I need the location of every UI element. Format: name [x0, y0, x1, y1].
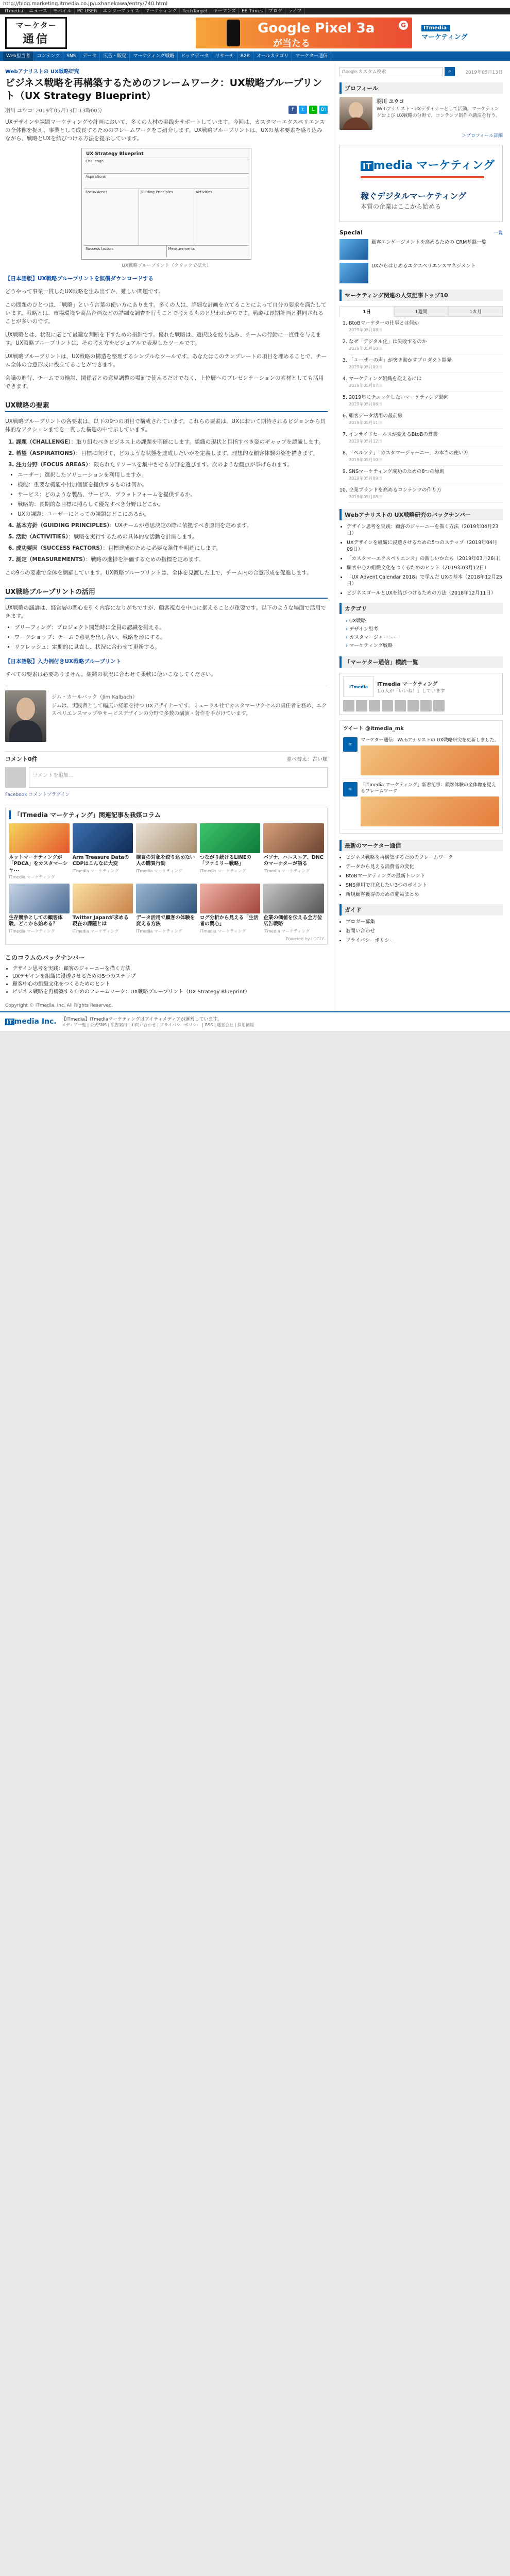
hatena-share-icon[interactable]: B!	[319, 106, 328, 114]
backnumber-item[interactable]: • デザイン思考を実践：顧客のジャーニーを描く方法	[12, 965, 328, 973]
section-heading-usage: UX戦略ブループリントの活用	[5, 586, 328, 599]
related-thumbnail	[136, 884, 197, 913]
element-item	[8, 449, 328, 457]
element-title: 5. 活動（ACTIVITIES）	[8, 534, 69, 540]
element-desc: ：取り組むべきビジネス上の課題を明確にします。組織の現状と目指すべき姿のギャップを認識します。	[71, 439, 324, 445]
ranking-item-title: 10. 企業ブランドを高めるコンテンツの作り方	[349, 487, 442, 493]
special-item[interactable]	[339, 263, 503, 283]
related-card-title: ネットマーケティングが「PDCA」をカスタマーシャ...	[9, 855, 68, 873]
ad-title: 稼ぐデジタルマーケティング	[361, 191, 467, 201]
sidebar-date: 2019年05月13日	[465, 70, 503, 75]
ribbon-link[interactable]: EE Times	[239, 8, 266, 14]
site-logo[interactable]	[5, 17, 67, 49]
itmedia-brand[interactable]	[421, 22, 478, 44]
nav-item[interactable]: コンテンツ	[34, 52, 64, 61]
page-body	[0, 61, 510, 1011]
related-card[interactable]	[9, 884, 70, 935]
ranking-item-date: 2019年05月08日	[349, 328, 382, 332]
guide-heading	[339, 904, 503, 916]
footer-links[interactable]: メディア一覧 | 公式SNS | 広告案内 | お問い合わせ | プライバシーポリシー | RSS | 運営会社 | 採用情報	[61, 1023, 254, 1027]
backnumber-heading-label: Webアナリストの UX戦略研究のバックナンバー	[345, 512, 471, 518]
ranking-item-title: 3. 「ユーザーの声」が突き動かすプロダクト開発	[349, 358, 452, 363]
fb-like-count: 1万人が「いいね！」しています	[377, 689, 445, 694]
related-card-title: Arm Treasure DataのCDPはこんなに大変	[72, 855, 129, 867]
logo-line1: マーケター	[15, 20, 57, 30]
sidebar-backnumber-item[interactable]: • UXデザインを組織に浸透させるための5つのステップ（2019年04月09日）	[347, 539, 503, 553]
main-nav	[0, 52, 510, 61]
related-grid	[9, 823, 324, 935]
footer-text: 【ITmedia】ITmediaマーケティングはアイティメディアが運営しています。	[61, 1017, 222, 1022]
related-card[interactable]	[200, 823, 261, 880]
element-subitem: • ユーザー：選択したソリューションを利用しますか。	[18, 471, 328, 479]
comment-input-row	[5, 767, 328, 788]
nav-item[interactable]: B2B	[237, 52, 253, 61]
latest-item[interactable]: • SNS運用で注意したい3つのポイント	[346, 882, 503, 889]
special-heading	[339, 229, 503, 236]
article-date: 2019年05月13日 13時00分	[36, 108, 103, 114]
ribbon-link[interactable]: ITmedia	[2, 8, 26, 14]
backnumber-item[interactable]: • ビジネス戦略を再構築するためのフレームワーク：UX戦略ブループリント（UX Strategy Blueprint）	[12, 988, 328, 996]
article-title: ビジネス戦略を再構築するためのフレームワーク：UX戦略ブループリント（UX Strategy Blueprint）	[5, 77, 322, 101]
search-input[interactable]	[339, 67, 443, 76]
sidebar-backnumber-item[interactable]: • 「カスタマーエクスペリエンス」の新しいかたち（2019年03月26日）	[347, 555, 503, 562]
tweet-avatar: IT	[343, 782, 358, 796]
latest-heading-label: 最新のマーケター通信	[345, 842, 401, 849]
blueprint-cell: Activities	[196, 190, 212, 194]
download-link-example[interactable]: 【日本語版】入力例付きUX戦略ブループリント	[5, 658, 122, 665]
latest-item[interactable]: • データから見える消費者の変化	[346, 863, 503, 870]
facebook-share-icon[interactable]: f	[288, 106, 297, 114]
avatar	[5, 767, 26, 788]
profile-photo	[339, 97, 372, 130]
facebook-heading	[339, 656, 503, 668]
related-card-title: Twitter Japanが求める現在の課題とは	[72, 915, 129, 927]
ranking-tabs	[339, 306, 503, 317]
ribbon-link[interactable]: モバイル	[50, 8, 75, 14]
related-articles	[5, 807, 328, 945]
column-section[interactable]	[5, 67, 328, 75]
element-subitem: • サービス：どのような製品、サービス、プラットフォームを提供するか。	[18, 490, 328, 499]
ribbon-link[interactable]: キーマンズ	[210, 8, 239, 14]
ranking-item[interactable]	[349, 431, 503, 447]
nav-item[interactable]: ビッグデータ	[178, 52, 212, 61]
related-card[interactable]	[9, 823, 70, 880]
ribbon-link[interactable]: PC USER	[75, 8, 100, 14]
download-link[interactable]: 【日本語版】UX戦略ブループリントを無償ダウンロードする	[5, 276, 154, 282]
blueprint-cell: Focus Areas	[84, 189, 139, 245]
ranking-item[interactable]	[349, 450, 503, 466]
element-subitem: • 戦略的：長期的な目標に照らして優先すべき分野はどこか。	[18, 500, 328, 509]
nav-item[interactable]: マーケター通信	[292, 52, 331, 61]
comment-section	[5, 751, 328, 798]
facebook-heading-label: 「マーケター通信」横読一覧	[345, 659, 418, 666]
tweet-text: マーケター通信：Webアナリストの UX戦略研究を更新しました。	[361, 738, 499, 743]
twitter-heading[interactable]: ツイート @itmedia_mk	[343, 724, 499, 734]
tweet[interactable]	[343, 737, 499, 779]
ranking-item-title: 7. インサイドセールスが変えるBtoBの営業	[349, 432, 438, 437]
related-card-title: パソナ、ハニスエア、DNC のマーケターが語る	[263, 855, 324, 867]
ranking-item-date: 2019年05月09日	[349, 365, 382, 369]
paragraph: UX戦略ブループリントの各要素は、以下の9つの項目で構成されています。これらの要素は、UXにおいて期待されるビジョンから具体的なアクションまでを一貫した構造の中で示しています。	[5, 418, 326, 433]
google-icon: G	[399, 21, 408, 30]
footer-logo[interactable]: IT media Inc.	[5, 1018, 57, 1026]
author-bio: ジムは、実践者として幅広い経験を持つ UXデザイナーです。ミューラル社でカスタマーサクセスの責任者を務め、エクスペリエンスマップやサービスデザインの分野で多数の講演・著作を手がけています。	[52, 703, 327, 717]
related-card[interactable]	[263, 823, 324, 880]
article-column	[5, 64, 335, 1011]
related-card[interactable]	[73, 884, 133, 935]
category-item[interactable]: › デザイン思考	[346, 625, 503, 634]
ranking-item[interactable]	[349, 320, 503, 336]
element-desc: ：目標達成のために必要な条件を明確にします。	[103, 545, 222, 551]
latest-list	[346, 854, 503, 898]
comment-header	[5, 755, 328, 763]
sidebar-backnumber-item[interactable]: • ビジネスゴールとUXを結びつけるための方法（2018年12月11日）	[347, 590, 503, 597]
related-card-source: ITmedia マーケティング	[263, 929, 310, 934]
special-item[interactable]	[339, 239, 503, 260]
tweet-image	[361, 796, 499, 826]
phone-image	[227, 20, 240, 46]
ribbon-link[interactable]: エンタープライズ	[100, 8, 143, 14]
brand-tag: ITmedia	[421, 25, 450, 31]
blueprint-row-bottom	[84, 246, 249, 257]
powered-by[interactable]: Powered by LOGLY	[286, 937, 324, 941]
paragraph: UX戦略ブループリントは、UX戦略の構造を整理するシンプルなツールです。あなたはこのテンプレートの項目を埋めることで、チーム全体の合意形成に役立てることができます。	[5, 353, 327, 368]
related-title: 「ITmedia マーケティング」関連記事＆我媒コラム	[9, 810, 324, 819]
nav-item[interactable]: マーケティング戦略	[130, 52, 178, 61]
nav-item[interactable]: SNS	[63, 52, 79, 61]
category-item[interactable]: › マーケティング戦略	[346, 642, 503, 650]
related-card-title: データ活用で顧客の体験を変える方法	[136, 915, 195, 927]
profile-heading	[339, 82, 503, 94]
blueprint-cell: Aspirations	[86, 175, 106, 179]
nav-item[interactable]: データ	[79, 52, 100, 61]
blueprint-cell: Guiding Principles	[139, 189, 194, 245]
element-desc: ：UXチームが意思決定の際に依拠すべき原則を定めます。	[109, 522, 252, 529]
site-header	[0, 14, 510, 52]
line-share-icon[interactable]: L	[309, 106, 317, 114]
profile-detail-link[interactable]: ＞プロフィール詳細	[461, 133, 503, 139]
paragraph: すべての要素は必要ありません。組織の状況に合わせて柔軟に使いこなしてください。	[5, 671, 216, 677]
ranking-item-title: 2. なぜ「デジタル化」は失敗するのか	[349, 339, 427, 345]
related-card-title: 生存競争としての顧客体験、どこから始める？	[9, 915, 63, 927]
ranking-item-title: 1. BtoBマーケターの仕事とは何か	[349, 320, 419, 326]
facebook-plugin-label[interactable]: Facebook コメントプラグイン	[5, 792, 70, 798]
latest-heading	[339, 840, 503, 851]
related-thumbnail	[73, 884, 133, 913]
ranking-item-date: 2019年05月07日	[349, 383, 382, 388]
byline	[5, 106, 328, 114]
nav-item[interactable]: Web担当者	[3, 52, 34, 61]
fb-friend-faces	[343, 700, 499, 711]
ad-subtitle: 本質の企業はここから始める	[361, 203, 441, 210]
ranking-item-title: 5. 2019年にチェックしたいマーケティング動向	[349, 395, 449, 400]
blueprint-cell: Measurements	[168, 247, 195, 251]
special-thumbnail	[339, 239, 368, 260]
tweet-avatar: IT	[343, 737, 358, 752]
ranking-heading-label: マーケティング関連の人気記事トップ10	[345, 292, 448, 299]
share-buttons	[288, 106, 328, 114]
figure-caption: UX戦略ブループリント（クリックで拡大）	[122, 263, 211, 268]
category-heading	[339, 603, 503, 614]
related-thumbnail	[200, 823, 261, 853]
tweet-text: 「ITmedia マーケティング」新着記事：顧客体験の全体像を捉えるフレームワーク	[361, 783, 496, 794]
paragraph: この問題のひとつは、「戦略」という言葉の使い方にあります。多くの人は、詳細な計画を立てることによって自分の要求を満たしています。戦略とは、市場環境や商品企画などの詳細な調査を行うことで考えるものと思われがちです。戦略は長期計画と混同されることが多いのです。	[5, 302, 327, 325]
blueprint-figure[interactable]	[81, 148, 251, 260]
tweet-body	[361, 782, 499, 826]
special-text: 顧客エンゲージメントを高めるための CRM基盤一覧	[371, 240, 487, 245]
tweet[interactable]	[343, 782, 499, 830]
paragraph: この9つの要素で全体を網羅しています。UX戦略ブループリントは、全体を見渡した上で、チーム内の合意形成を促進します。	[5, 570, 312, 576]
related-card[interactable]	[73, 823, 133, 880]
paragraph: どうやって事業一貫したUX戦略を生み出すか、難しい問題です。	[5, 289, 164, 295]
logo-line2: 通信	[22, 32, 49, 46]
itmedia-logo-icon: ITmedia	[343, 676, 374, 697]
guide-list	[346, 919, 503, 944]
blueprint-row-main	[84, 189, 249, 246]
element-subitem: • 機能：重要な機能や付加価値を提供するものは何か。	[18, 481, 328, 489]
related-card-source: ITmedia マーケティング	[72, 869, 119, 873]
related-card[interactable]	[200, 884, 261, 935]
element-item	[8, 521, 328, 530]
category-item[interactable]: › UX戦略	[346, 617, 503, 625]
ribbon-link[interactable]: ブログ	[266, 8, 285, 14]
blueprint-row-aspirations	[84, 174, 249, 189]
usage-item: • ワークショップ：チームで意見を出し合い、戦略を形にする。	[14, 633, 328, 641]
element-desc: ：戦略の進捗を評価するための指標を定めます。	[85, 556, 205, 563]
related-card-source: ITmedia マーケティング	[9, 875, 55, 879]
guide-item[interactable]: • プライバシーポリシー	[346, 937, 503, 944]
related-card-source: ITmedia マーケティング	[72, 929, 119, 934]
ranking-item[interactable]	[349, 487, 503, 503]
category-heading-label: カテゴリ	[345, 605, 367, 612]
ranking-item-date: 2019年05月06日	[349, 402, 382, 406]
related-card-title: 購買の対象を絞り込めない人の購買行動	[136, 855, 195, 867]
site-footer	[0, 1011, 510, 1031]
special-thumbnail	[339, 263, 368, 283]
top-ribbon	[0, 8, 510, 14]
related-card-source: ITmedia マーケティング	[199, 929, 246, 934]
elements-list	[8, 438, 328, 564]
related-card-title: ログ分析から見える「生活者の関心」	[199, 915, 259, 927]
search-icon[interactable]: ⌕	[445, 67, 455, 76]
ranking-tab[interactable]: 1週間	[394, 306, 449, 317]
usage-list	[14, 623, 328, 651]
ad-logo: IT media マーケティング	[361, 157, 495, 173]
twitter-share-icon[interactable]: t	[299, 106, 307, 114]
guide-item[interactable]: • お問い合わせ	[346, 928, 503, 935]
element-item	[8, 461, 328, 518]
element-desc: ：目標に向けて、どのような状態を達成したいかを定義します。理想的な顧客体験の姿を描きます。	[75, 450, 318, 456]
element-title: 2. 希望（ASPIRATIONS）	[8, 450, 76, 456]
comment-count: コメント0件	[5, 756, 38, 762]
sidebar-backnumber-list	[347, 523, 503, 597]
sidebar-ad[interactable]	[339, 145, 503, 222]
profile-card	[339, 97, 503, 130]
usage-item: • ブリーフィング：プロジェクト開始時に全員の認識を揃える。	[14, 623, 328, 632]
element-desc: ：戦略を実行するための具体的な活動を計画します。	[68, 534, 198, 540]
category-list	[346, 617, 503, 650]
latest-item[interactable]: • BtoBマーケティングの最新トレンド	[346, 873, 503, 879]
article-lead: UXデザインや課題マーケティングや計画において、多くの人材の実践をサポートしています。今回は、カスタマーエクスペリエンスの全体像を捉え、事業として成長するためのフレームワークをご紹介します。UX戦略ブループリントは、UXの基本要素を盛り込みながら、戦略とUXを結びつける方法を提示しています。	[5, 119, 325, 142]
paragraph: UX戦略とは、状況に応じて最適な判断を下すための指針です。優れた戦略は、選択肢を絞り込み、チームの行動に一貫性を与えます。UX戦略ブループリントは、その考え方をビジュアルで表現したツールです。	[5, 332, 321, 346]
ranking-item[interactable]	[349, 376, 503, 392]
ranking-item-title: 9. SNSマーケティング成功のための8つの原則	[349, 469, 445, 474]
special-more-link[interactable]: 一覧	[493, 231, 503, 236]
sidebar	[335, 64, 503, 1011]
sidebar-backnumber-item[interactable]: • 「UX Advent Calendar 2018」で学んだ UXの基本（2018年12月25日）	[347, 574, 503, 587]
blueprint-cell: Success factors	[84, 246, 167, 257]
ranking-tab[interactable]: 1カ月	[448, 306, 503, 317]
related-card-title: 企業の価値を伝える全方位広告戦略	[263, 915, 322, 927]
profile-heading-label: プロフィール	[345, 85, 378, 92]
element-item	[8, 533, 328, 541]
facebook-like-box	[339, 673, 503, 715]
backnumber-item[interactable]: • UXデザインを組織に浸透させるための5つのステップ	[12, 973, 328, 980]
paragraph: UX戦略の議論は、経営層の関心を引く内容になりがちですが、顧客視点を中心に据えることが重要です。以下のような場面で活用できます。	[5, 605, 326, 619]
guide-heading-label: ガイド	[345, 907, 362, 913]
tweet-body	[361, 737, 499, 775]
sidebar-backnumber-item[interactable]: • 顧客中心の組織文化をつくるためのヒント（2019年03月12日）	[347, 565, 503, 571]
usage-item: • リフレッシュ：定期的に見直し、状況に合わせて更新する。	[14, 643, 328, 651]
author-photo	[5, 690, 46, 742]
ranking-item-date: 2019年05月09日	[349, 476, 382, 481]
ranking-item-title: 4. マーケティング組織を変えるには	[349, 376, 422, 382]
backnumber-heading	[339, 509, 503, 520]
element-title: 4. 基本方針（GUIDING PRINCIPLES）	[8, 522, 110, 529]
ranking-item-title: 8. 「ペルソナ」「カスタマージャーニー」の本当の使い方	[349, 450, 469, 456]
ranking-item[interactable]	[349, 394, 503, 410]
ranking-item-date: 2019年05月08日	[349, 495, 382, 499]
author-name[interactable]: 羽川 ユウコ	[5, 108, 33, 114]
backnumber-item[interactable]: • 顧客中心の組織文化をつくるためのヒント	[12, 980, 328, 988]
address-bar[interactable]: http://blog.marketing.itmedia.co.jp/uxhanekawa/entry/740.html	[0, 0, 510, 8]
related-card-source: ITmedia マーケティング	[9, 929, 55, 934]
blueprint-row-challenge	[84, 158, 249, 174]
guide-item[interactable]: • ブロガー募集	[346, 919, 503, 925]
related-card[interactable]	[136, 823, 197, 880]
related-card-source: ITmedia マーケティング	[199, 869, 246, 873]
element-subitem: • UXの課題：ユーザーにとっての課題はどこにあるか。	[18, 510, 328, 518]
ranking-item-title: 6. 顧客データ活用の最前線	[349, 413, 403, 419]
related-thumbnail	[136, 823, 197, 853]
element-title: 1. 課題（CHALLENGE）	[8, 439, 71, 445]
special-heading-label: Special	[339, 229, 363, 236]
blueprint-cell: Challenge	[86, 159, 104, 163]
ribbon-link[interactable]: ライフ	[285, 8, 304, 14]
related-thumbnail	[263, 884, 324, 913]
author-credit: ジム・カールバック（Jim Kalbach）	[52, 694, 138, 700]
latest-item[interactable]: • ビジネス戦略を再構築するためのフレームワーク	[346, 854, 503, 861]
ranking-heading	[339, 290, 503, 301]
column-backnumber	[5, 953, 328, 996]
category-item[interactable]: › カスタマージャーニー	[346, 634, 503, 642]
special-list	[339, 239, 503, 283]
ranking-tab[interactable]: 1日	[339, 306, 394, 317]
related-card[interactable]	[263, 884, 324, 935]
ranking-item-date: 2019年05月10日	[349, 346, 382, 351]
nav-item[interactable]: リサーチ	[212, 52, 237, 61]
twitter-timeline	[339, 720, 503, 834]
ranking-item-date: 2019年05月11日	[349, 420, 382, 425]
related-thumbnail	[200, 884, 261, 913]
related-card[interactable]	[136, 884, 197, 935]
paragraph: 会議の進行、チームでの検討、関係者との意見調整の場面で使えるだけでなく、上位層へのプレゼンテーションの素材としても活用できます。	[5, 375, 324, 389]
backnumber-title: このコラムのバックナンバー	[5, 954, 85, 961]
nav-item[interactable]: オールカテゴリ	[253, 52, 292, 61]
ranking-item-date: 2019年05月12日	[349, 439, 382, 444]
related-card-source: ITmedia マーケティング	[136, 929, 182, 934]
element-title: 6. 成功要因（SUCCESS FACTORS）	[8, 545, 103, 551]
profile-bio: Webアナリスト・UXデザイナーとして活動。マーケティングおよび UX戦略の分野で、コンテンツ制作や講演を行う。	[377, 107, 500, 118]
related-thumbnail	[9, 823, 70, 853]
related-card-title: つながり続けるLINEの「ファミリー戦略」	[199, 855, 251, 867]
related-thumbnail	[73, 823, 133, 853]
search-box	[339, 67, 503, 76]
brand-name: マーケティング	[421, 33, 468, 41]
author-box	[5, 686, 328, 742]
element-item	[8, 544, 328, 552]
ranking-item[interactable]	[349, 468, 503, 484]
related-card-source: ITmedia マーケティング	[263, 869, 310, 873]
banner-ad-title: Google Pixel 3a	[258, 20, 375, 36]
fb-page-name[interactable]: ITmedia マーケティング	[377, 682, 438, 687]
section-name: Webアナリストの UX戦略研究	[5, 69, 79, 75]
blueprint-title: UX Strategy Blueprint	[84, 150, 249, 158]
latest-item[interactable]: • 新規顧客獲得のための施策まとめ	[346, 891, 503, 898]
banner-ad[interactable]	[196, 18, 412, 48]
ranking-list	[349, 320, 503, 503]
element-title: 3. 注力分野（FOCUS AREAS）	[8, 462, 89, 468]
special-text: UXからはじめるエクスペリエンスマネジメント	[371, 263, 476, 269]
element-sublist	[18, 471, 328, 518]
profile-name[interactable]: 羽川 ユウコ	[377, 99, 404, 105]
related-thumbnail	[9, 884, 70, 913]
backnumber-list	[12, 965, 328, 996]
ranking-item-date: 2019年05月10日	[349, 457, 382, 462]
ranking-item[interactable]	[349, 413, 503, 429]
element-title: 7. 測定（MEASUREMENTS）	[8, 556, 86, 563]
nav-item[interactable]: 広告・販促	[100, 52, 130, 61]
tweet-list	[343, 737, 499, 830]
sidebar-backnumber-item[interactable]: • デザイン思考を実践：顧客のジャーニーを描く方法（2019年04月23日）	[347, 523, 503, 537]
ribbon-link[interactable]: マーケティング	[142, 8, 180, 14]
element-item	[8, 555, 328, 564]
ranking-item[interactable]	[349, 357, 503, 373]
element-item	[8, 438, 328, 446]
banner-ad-subtitle: が当たる	[273, 38, 310, 49]
ribbon-link[interactable]: ニュース	[26, 8, 50, 14]
copyright: Copyright © ITmedia, Inc. All Rights Reserved.	[5, 1003, 113, 1008]
element-desc: ：限られたリソースを集中させる分野を選びます。次のような観点が挙げられます。	[88, 462, 293, 468]
comment-sort-select[interactable]: 並べ替え：古い順	[286, 757, 328, 762]
section-heading-elements: UX戦略の要素	[5, 400, 328, 412]
related-card-source: ITmedia マーケティング	[136, 869, 182, 873]
ribbon-link[interactable]: TechTarget	[180, 8, 210, 14]
tweet-image	[361, 745, 499, 775]
ranking-item[interactable]	[349, 338, 503, 354]
comment-input[interactable]: コメントを追加...	[29, 767, 328, 788]
ad-accent-bar	[361, 176, 484, 178]
related-thumbnail	[263, 823, 324, 853]
